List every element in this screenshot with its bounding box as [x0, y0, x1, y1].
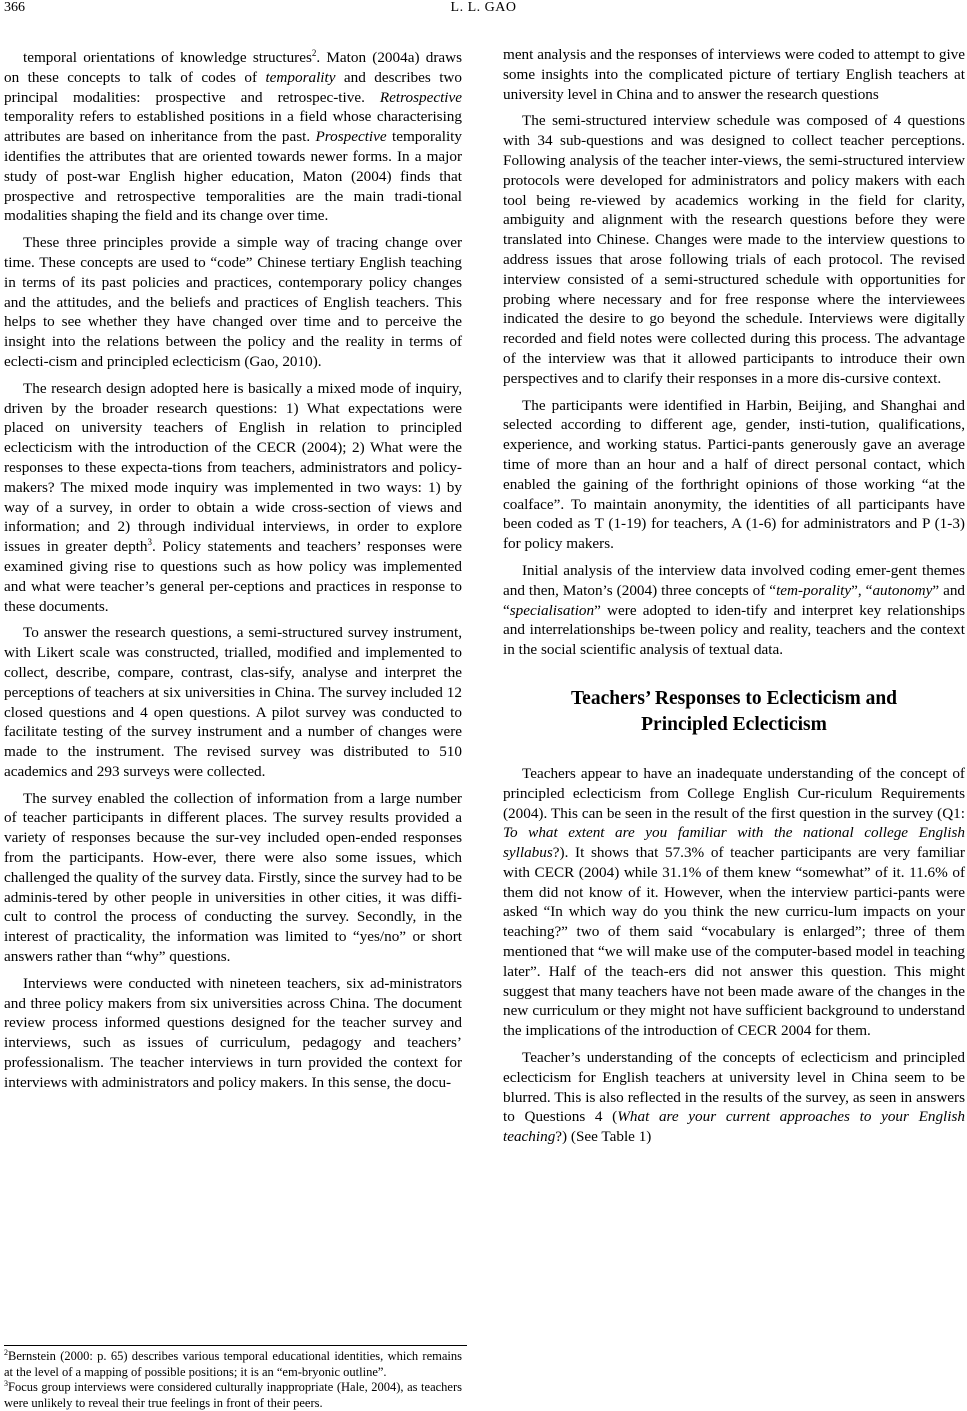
paragraph: [4, 233, 462, 372]
emphasis-text: Prospective: [315, 128, 387, 146]
left-body: [4, 48, 462, 1093]
emphasis-text: temporality: [265, 68, 336, 86]
page-number: 366: [4, 0, 25, 15]
right-body-after: [503, 764, 965, 1147]
paragraph: [4, 379, 462, 617]
text-run: temporal orientations of knowledge structures: [23, 49, 312, 66]
paragraph: [503, 45, 965, 104]
paragraph: [503, 561, 965, 660]
emphasis-text: What are your current approaches to your English teaching: [503, 1108, 966, 1146]
text-run: ment analysis and the responses of interviews were coded to attempt to give some insights into the complicated picture of tertiary English teachers at university level in China and to answer the research questions: [503, 46, 965, 103]
text-run: These three principles provide a simple way of tracing change over time. These concepts are used to “code” Chinese tertiary English teaching in terms of its past policies and practices, contemporary policy changes and the attitudes, and the beliefs and practices of English teachers. This helps to see whether they have changed over time and to perceive the insight into the relations between the policy and the reality in terms of eclecti-cism and principled eclecticism (Gao, 2010).: [4, 234, 462, 370]
text-run: Bernstein (2000: p. 65) describes various temporal educational identities, which remains at the level of a mapping of possible positions; it is an “em-bryonic outline”.: [4, 1349, 462, 1379]
paragraph: [4, 789, 462, 967]
text-run: temporality identifies the attributes that are oriented towards newer forms. In a major study of post-war English higher education, Maton (2004) finds that prospective and retrospective temporalities are the main tradi-tional modalities shaping the field and its change over time.: [4, 128, 462, 225]
emphasis-text: specialisation: [509, 601, 595, 619]
paragraph: [503, 764, 965, 1041]
footnote: [4, 1349, 462, 1380]
text-run: ”, “: [851, 581, 873, 599]
text-run: Interviews were conducted with nineteen teachers, six ad-ministrators and three policy makers from six universities across China. The document review process informed questions designed for the teacher survey and interviews, such as issues of curriculum, pedagogy and teachers’ professionalism. The teacher interviews in turn provided the context for interviews with administrators and policy makers. In this sense, the docu-: [4, 974, 462, 1091]
paragraph: [4, 623, 462, 781]
text-run: To answer the research questions, a semi-structured survey instrument, with Likert scale was constructed, trialled, modified and implemented to collect, describe, compare, contrast, clas-sify, analyse and interpret the perceptions of teachers at six universities in China. The survey included 12 closed questions and 4 open questions. A pilot survey was conducted to facilitate testing of the survey instrument and a number of changes were made to the instrument. The revised survey was distributed to 510 academics and 293 surveys were collected.: [4, 624, 462, 780]
text-run: ” were adopted to iden-tify and interpret key relationships and interrelationships be-tween policy and reality, teachers and the context in the social scientific analysis of textual data.: [503, 601, 965, 659]
emphasis-text: Retrospective: [379, 88, 462, 106]
section-heading-line-2: Principled Eclecticism: [641, 713, 827, 735]
text-run: temporality refers to established positions in a field whose characterising attributes are based on inheritance from the past.: [4, 108, 462, 146]
text-run: The research design adopted here is basically a mixed mode of inquiry, driven by the broader research questions: 1) What expectations were placed on university teachers of English in relation to principled eclecticism with the introduction of the CECR (2004); 2) What were the responses to these expecta-tions from teachers, administrators and policy-makers? The mixed mode inquiry was implemented in two ways: 1) by way of a survey, in order to obtain a wide cross-section of views and information; and 2) through individual interviews, in order to explore issues in greater depth: [4, 379, 462, 556]
emphasis-text: To what extent are you familiar with the national college English syllabus: [503, 824, 965, 862]
footnote-list: [4, 1349, 462, 1411]
text-run: The participants were identified in Harbin, Beijing, and Shanghai and selected according to different age, gender, insti-tution, qualifications, experience, and working status. Partici-pants generously gave an average time of more than an hour and a half of direct personal contact, which enabled the gaining of the forthright opinions of those working “at the coalface”. To maintain anonymity, the identities of all participants have been coded as T (1-19) for teachers, A (1-6) for administrators and P (1-3) for policy makers.: [503, 396, 965, 553]
section-heading-line-1: Teachers’ Responses to Eclecticism and: [570, 687, 898, 709]
footnote-marker: 2: [4, 1348, 8, 1357]
text-run: ?). It shows that 57.3% of teacher participants are very familiar with CECR (2004) while 31.1% of them knew “somewhat” of it. 11.6% of them did not know of it. However, when the interview partici-pants were asked “In which way do you think the new curricu-lum impacts on your teaching?” two of them said “vocabulary is enlarged”; three of them mentioned that “we will make use of the computer-based model in teaching later”. Half of the teach-ers did not answer this question. This might suggest that many teachers have not been made aware of the changes in the new curriculum or they might not have sufficient background to understand the implications of the introduction of CECR 2004 for them.: [503, 844, 965, 1040]
paragraph: [4, 48, 462, 226]
paragraph: [503, 111, 965, 388]
emphasis-text: autonomy: [872, 581, 933, 599]
right-body-before: [503, 45, 965, 660]
footnote-marker: 2: [311, 48, 317, 58]
page-header: [0, 0, 967, 22]
footnotes: [4, 1345, 462, 1411]
paragraph: [503, 396, 965, 554]
text-run: ?) (See Table 1): [555, 1128, 652, 1146]
footnote-rule: [4, 1345, 467, 1346]
text-run: Teachers appear to have an inadequate understanding of the concept of principled eclecticism from College English Cur-riculum Requirements (2004). This can be seen in the result of the first question in the survey (Q1:: [503, 764, 965, 822]
section-heading: [503, 686, 965, 738]
text-run: Initial analysis of the interview data involved coding emer-gent themes and then, Maton’s (2004) three concepts of “: [503, 561, 965, 599]
text-run: The survey enabled the collection of information from a large number of teacher participants in different places. The survey results provided a variety of responses because the sur-vey included open-ended responses from the participants. How-ever, there were also some issues, which challenged the quality of the survey data. Firstly, since the survey had to be adminis-tered by other people in universities in other cities, it was diffi-cult to control the process of conducting the survey. Secondly, in the interest of practicality, the information was limited to “yes/no” or short answers rather than “why” questions.: [4, 789, 462, 966]
text-run: The semi-structured interview schedule was composed of 4 questions with 34 sub-questions and was designed to collect teacher perceptions. Following analysis of the teacher inter-views, the semi-structured interview protocols were developed for administrators and policy makers with each tool being re-viewed by academics working in the field for clarity, ambiguity and alignment with the research questions before they were translated into Chinese. Changes were made to the interview questions to address issues that arose following trials of each protocol. The revised interview consisted of a semi-structured schedule with opportunities for probing where necessary and for free response where the interviewees indicated the desire to go beyond the schedule. Interviews were digitally recorded and field notes were collected during this process. The advantage of the interview was that it allowed participants to introduce their own perspectives and to clarify their responses in a more dis-cursive context.: [503, 112, 965, 387]
text-run: . Maton (2004a) draws on these concepts to talk of codes of: [4, 49, 462, 86]
paragraph: [503, 1048, 965, 1147]
text-run: ” and “: [503, 581, 966, 619]
emphasis-text: tem-porality: [776, 581, 852, 599]
text-run: Teacher’s understanding of the concepts of eclecticism and principled eclecticism for English teachers at university level in China seem to be blurred. This is also reflected in the results of the survey, as seen in answers to Questions 4 (: [503, 1049, 965, 1126]
footnote-marker: 3: [4, 1379, 8, 1388]
right-column: [503, 45, 965, 1393]
footnote: [4, 1380, 462, 1411]
left-column: [4, 45, 462, 1410]
running-head: L. L. GAO: [450, 0, 517, 15]
footnote-marker: 3: [147, 537, 153, 548]
text-run: . Policy statements and teachers’ responses were examined giving rise to questions such as how policy was implemented and what were teacher’s general per-ceptions and practices in response to these documents.: [4, 538, 462, 615]
text-run: and describes two principal modalities: prospective and retrospec-tive.: [4, 68, 462, 106]
text-run: Focus group interviews were considered culturally inappropriate (Hale, 2004), as teachers were unlikely to reveal their true feelings in front of their peers.: [4, 1380, 462, 1410]
paragraph: [4, 974, 462, 1093]
